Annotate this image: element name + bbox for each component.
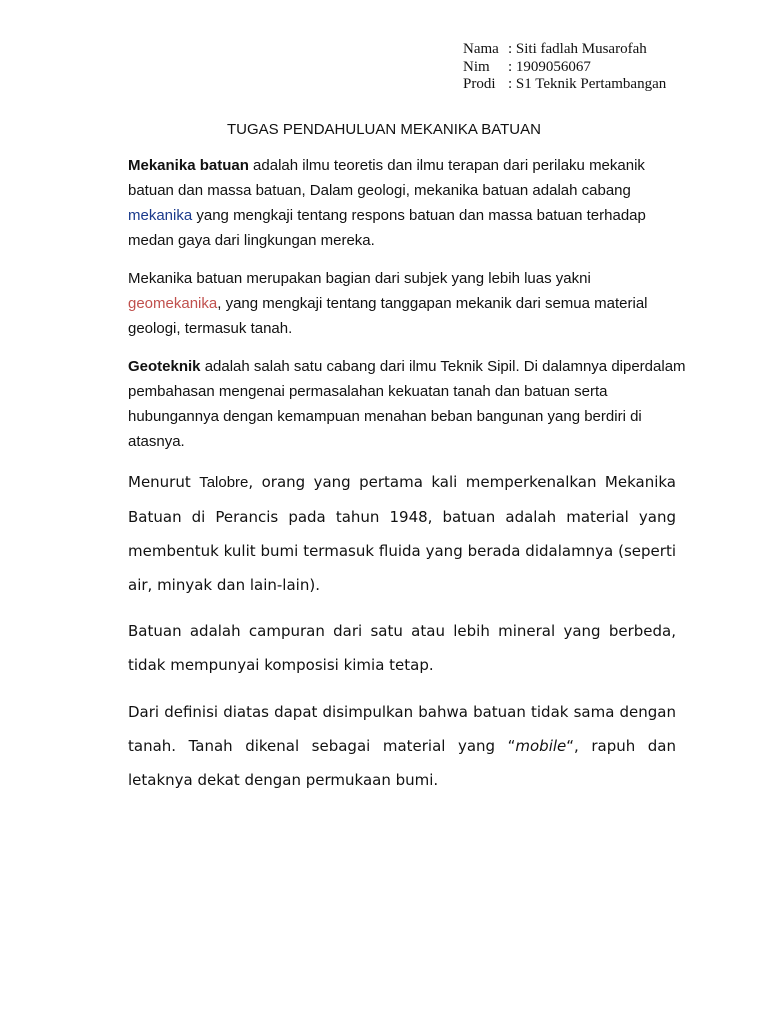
- paragraph-kesimpulan: [128, 695, 676, 797]
- paragraph-text: , yang mengkaji tentang tanggapan mekanik dari semua material geologi, termasuk tanah.: [128, 295, 648, 337]
- term-bold: Mekanika batuan: [128, 157, 249, 174]
- paragraph-text: Menurut: [128, 473, 200, 491]
- info-value: : S1 Teknik Pertambangan: [508, 76, 667, 92]
- paragraph-text: Mekanika batuan merupakan bagian dari subjek yang lebih luas yakni: [128, 270, 591, 287]
- mekanika-link[interactable]: mekanika: [128, 207, 193, 224]
- student-info: [463, 41, 666, 94]
- info-value: : Siti fadlah Musarofah: [508, 41, 647, 57]
- document-title: TUGAS PENDAHULUAN MEKANIKA BATUAN: [227, 121, 541, 138]
- info-value: : 1909056067: [508, 58, 591, 75]
- paragraph-geomekanika: [128, 266, 688, 341]
- paragraph-text: Dari definisi diatas dapat disimpulkan bahwa batuan tidak sama dengan tanah. Tanah dikenal sebagai material yang “: [128, 703, 676, 755]
- paragraph-batuan-definisi: [128, 614, 676, 682]
- info-row-nim: [463, 59, 666, 77]
- paragraph-geoteknik: [128, 354, 688, 454]
- paragraph-text: adalah ilmu teoretis dan ilmu terapan dari perilaku mekanik batuan dan massa batuan, Dalam geologi, mekanika batuan adalah cabang: [128, 157, 645, 199]
- paragraph-text: yang mengkaji tentang respons batuan dan massa batuan terhadap medan gaya dari lingkungan mereka.: [128, 207, 646, 249]
- info-row-prodi: [463, 76, 666, 94]
- info-label: Prodi: [463, 76, 496, 92]
- term-bold: Geoteknik: [128, 358, 201, 375]
- geomekanika-link[interactable]: geomekanika: [128, 295, 218, 312]
- info-row-nama: [463, 41, 666, 59]
- paragraph-talobre: [128, 465, 676, 602]
- paragraph-text: adalah salah satu cabang dari ilmu Teknik Sipil. Di dalamnya diperdalam pembahasan mengenai permasalahan kekuatan tanah dan batuan serta hubungannya dengan kemampuan menahan beban bangunan yang berdiri di atasnya.: [128, 358, 686, 450]
- paragraph-mekanika-batuan: [128, 153, 688, 253]
- info-label: Nama: [463, 41, 499, 57]
- paragraph-text: “, rapuh dan letaknya dekat dengan permukaan bumi.: [128, 737, 676, 789]
- info-label: Nim: [463, 58, 490, 75]
- name-talobre: Talobre: [199, 474, 249, 491]
- term-italic: mobile: [515, 737, 567, 755]
- paragraph-text: Batuan adalah campuran dari satu atau lebih mineral yang berbeda, tidak mempunyai komposisi kimia tetap.: [128, 622, 676, 674]
- paragraph-text: , orang yang pertama kali memperkenalkan Mekanika Batuan di Perancis pada tahun 1948, batuan adalah material yang membentuk kulit bumi termasuk fluida yang berada didalamnya (seperti air, minyak dan lain-lain).: [128, 473, 677, 594]
